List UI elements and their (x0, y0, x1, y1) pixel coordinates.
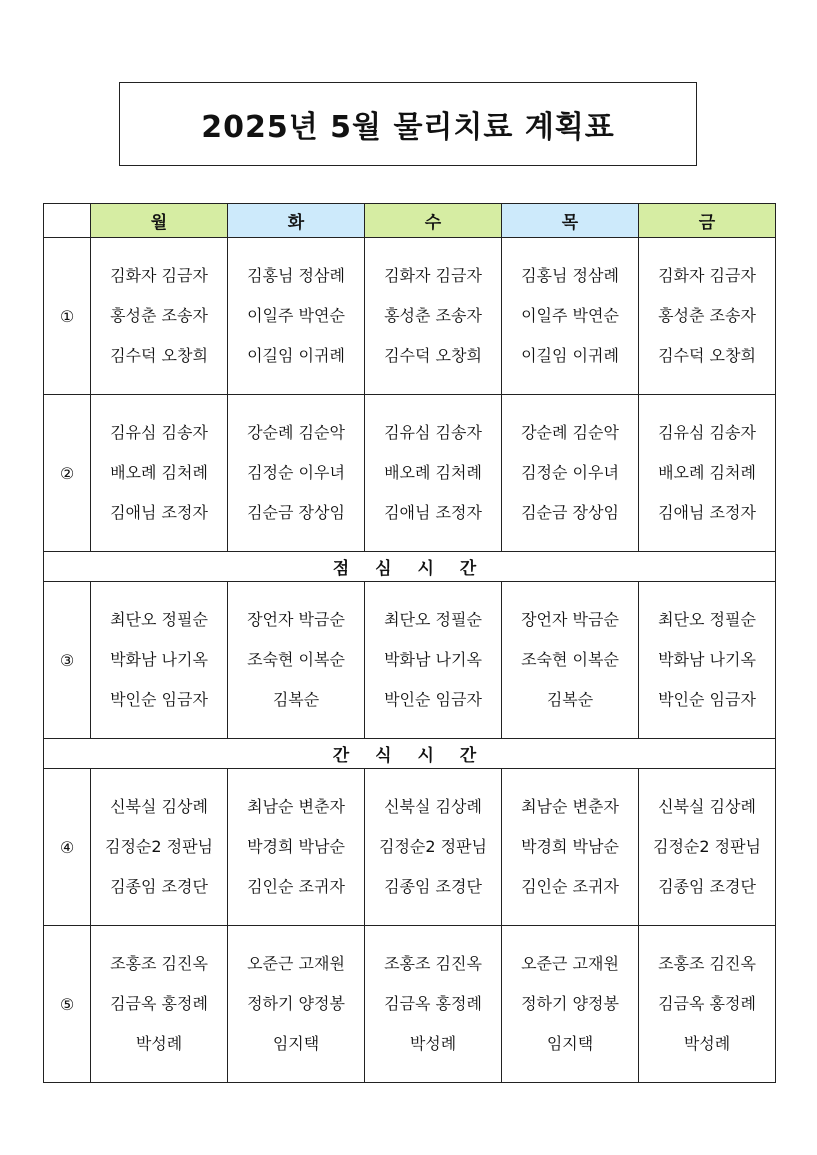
patient-names: 정하기 양정봉 (247, 994, 345, 1013)
patient-names: 홍성춘 조송자 (384, 306, 482, 325)
day-header-row (44, 204, 776, 238)
patient-names: 조홍조 김진옥 (658, 954, 756, 973)
patient-names: 김복순 (272, 690, 320, 709)
schedule-cell-wed (365, 395, 502, 552)
session-number: ③ (44, 582, 91, 739)
session-row (44, 582, 776, 739)
patient-names: 김애님 조정자 (384, 503, 482, 522)
patient-names: 김정순 이우녀 (521, 463, 619, 482)
patient-names: 김유심 김송자 (658, 423, 756, 442)
schedule-cell-mon (91, 769, 228, 926)
patient-names: 김종임 조경단 (110, 877, 208, 896)
schedule-cell-tue (228, 926, 365, 1083)
schedule-cell-mon (91, 582, 228, 739)
patient-names: 오준근 고재원 (521, 954, 619, 973)
patient-names: 김홍님 정삼례 (247, 266, 345, 285)
patient-names: 이길임 이귀례 (521, 346, 619, 365)
schedule-table (43, 203, 776, 1083)
schedule-cell-fri (639, 238, 776, 395)
patient-names: 최남순 변춘자 (247, 797, 345, 816)
session-number: ① (44, 238, 91, 395)
schedule-cell-mon (91, 238, 228, 395)
patient-names: 박성례 (409, 1034, 457, 1053)
patient-names: 김수덕 오창희 (110, 346, 208, 365)
patient-names: 조숙현 이복순 (521, 650, 619, 669)
patient-names: 김화자 김금자 (110, 266, 208, 285)
patient-names: 김순금 장상임 (247, 503, 345, 522)
patient-names: 김수덕 오창희 (384, 346, 482, 365)
patient-names: 최남순 변춘자 (521, 797, 619, 816)
patient-names: 장언자 박금순 (247, 610, 345, 629)
day-header-wed: 수 (365, 204, 502, 238)
schedule-cell-thu (502, 769, 639, 926)
patient-names: 장언자 박금순 (521, 610, 619, 629)
patient-names: 박화남 나기옥 (110, 650, 208, 669)
schedule-cell-thu (502, 926, 639, 1083)
patient-names: 조홍조 김진옥 (384, 954, 482, 973)
patient-names: 김유심 김송자 (110, 423, 208, 442)
session-number: ⑤ (44, 926, 91, 1083)
patient-names: 김수덕 오창희 (658, 346, 756, 365)
patient-names: 최단오 정필순 (384, 610, 482, 629)
patient-names: 박성례 (683, 1034, 731, 1053)
day-header-tue: 화 (228, 204, 365, 238)
patient-names: 조홍조 김진옥 (110, 954, 208, 973)
patient-names: 배오례 김처례 (384, 463, 482, 482)
day-header-fri: 금 (639, 204, 776, 238)
patient-names: 김복순 (546, 690, 594, 709)
snack-break-row (44, 739, 776, 769)
patient-names: 신북실 김상례 (110, 797, 208, 816)
schedule-cell-tue (228, 769, 365, 926)
schedule-cell-thu (502, 582, 639, 739)
patient-names: 김금옥 홍정례 (110, 994, 208, 1013)
schedule-cell-wed (365, 238, 502, 395)
patient-names: 김애님 조정자 (110, 503, 208, 522)
patient-names: 박화남 나기옥 (384, 650, 482, 669)
patient-names: 김화자 김금자 (658, 266, 756, 285)
patient-names: 박인순 임금자 (384, 690, 482, 709)
schedule-cell-thu (502, 395, 639, 552)
patient-names: 김금옥 홍정례 (384, 994, 482, 1013)
patient-names: 박인순 임금자 (658, 690, 756, 709)
schedule-cell-wed (365, 769, 502, 926)
patient-names: 이일주 박연순 (521, 306, 619, 325)
patient-names: 김인순 조귀자 (247, 877, 345, 896)
corner-cell (44, 204, 91, 238)
schedule-cell-wed (365, 582, 502, 739)
patient-names: 박성례 (135, 1034, 183, 1053)
schedule-cell-mon (91, 395, 228, 552)
day-header-mon: 월 (91, 204, 228, 238)
session-number: ④ (44, 769, 91, 926)
patient-names: 신북실 김상례 (384, 797, 482, 816)
patient-names: 강순례 김순악 (247, 423, 345, 442)
patient-names: 홍성춘 조송자 (658, 306, 756, 325)
patient-names: 신북실 김상례 (658, 797, 756, 816)
patient-names: 조숙현 이복순 (247, 650, 345, 669)
patient-names: 최단오 정필순 (658, 610, 756, 629)
patient-names: 배오례 김처례 (110, 463, 208, 482)
patient-names: 박화남 나기옥 (658, 650, 756, 669)
patient-names: 김종임 조경단 (384, 877, 482, 896)
patient-names: 강순례 김순악 (521, 423, 619, 442)
page-title: 2025년 5월 물리치료 계획표 (119, 82, 697, 166)
schedule-cell-fri (639, 582, 776, 739)
lunch-break-row (44, 552, 776, 582)
session-row (44, 238, 776, 395)
patient-names: 오준근 고재원 (247, 954, 345, 973)
patient-names: 김인순 조귀자 (521, 877, 619, 896)
schedule-cell-fri (639, 926, 776, 1083)
patient-names: 김정순 이우녀 (247, 463, 345, 482)
schedule-cell-fri (639, 395, 776, 552)
session-row (44, 769, 776, 926)
patient-names: 김화자 김금자 (384, 266, 482, 285)
schedule-cell-mon (91, 926, 228, 1083)
patient-names: 김애님 조정자 (658, 503, 756, 522)
schedule-cell-tue (228, 238, 365, 395)
patient-names: 최단오 정필순 (110, 610, 208, 629)
patient-names: 김금옥 홍정례 (658, 994, 756, 1013)
patient-names: 김홍님 정삼례 (521, 266, 619, 285)
schedule-cell-tue (228, 582, 365, 739)
patient-names: 김유심 김송자 (384, 423, 482, 442)
session-number: ② (44, 395, 91, 552)
patient-names: 이길임 이귀례 (247, 346, 345, 365)
patient-names: 김정순2 정판님 (378, 837, 487, 856)
session-row (44, 926, 776, 1083)
schedule-cell-fri (639, 769, 776, 926)
patient-names: 박경희 박남순 (521, 837, 619, 856)
patient-names: 정하기 양정봉 (521, 994, 619, 1013)
patient-names: 홍성춘 조송자 (110, 306, 208, 325)
schedule-cell-wed (365, 926, 502, 1083)
patient-names: 배오례 김처례 (658, 463, 756, 482)
lunch-break-label: 점 심 시 간 (44, 552, 776, 582)
patient-names: 이일주 박연순 (247, 306, 345, 325)
patient-names: 박경희 박남순 (247, 837, 345, 856)
patient-names: 김순금 장상임 (521, 503, 619, 522)
patient-names: 박인순 임금자 (110, 690, 208, 709)
schedule-cell-thu (502, 238, 639, 395)
patient-names: 임지택 (272, 1034, 320, 1053)
session-row (44, 395, 776, 552)
snack-break-label: 간 식 시 간 (44, 739, 776, 769)
patient-names: 김정순2 정판님 (652, 837, 761, 856)
patient-names: 김종임 조경단 (658, 877, 756, 896)
day-header-thu: 목 (502, 204, 639, 238)
patient-names: 김정순2 정판님 (104, 837, 213, 856)
schedule-cell-tue (228, 395, 365, 552)
patient-names: 임지택 (546, 1034, 594, 1053)
